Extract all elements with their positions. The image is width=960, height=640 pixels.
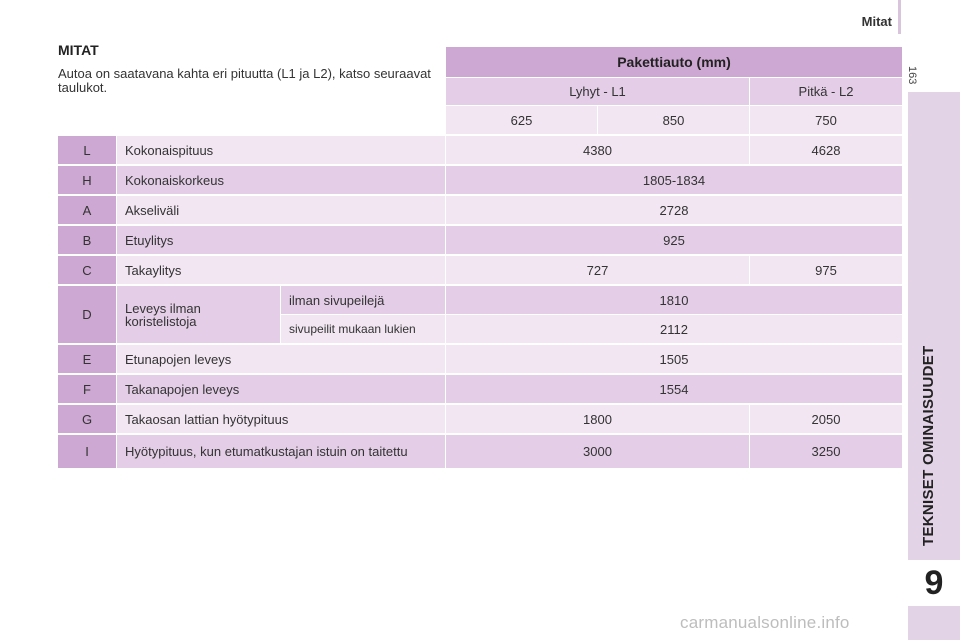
- row-value: 975: [750, 256, 902, 284]
- row-value: 4628: [750, 136, 902, 164]
- row-value: 2728: [446, 196, 902, 224]
- row-code: H: [58, 166, 116, 194]
- row-code: B: [58, 226, 116, 254]
- row-value: 3250: [750, 435, 902, 468]
- row-code: E: [58, 345, 116, 373]
- watermark: carmanualsonline.info: [680, 613, 850, 632]
- column-subheader: 625: [446, 106, 597, 134]
- row-value: 727: [446, 256, 749, 284]
- row-value: 4380: [446, 136, 749, 164]
- row-label: Kokonaiskorkeus: [117, 166, 445, 194]
- row-value: 1554: [446, 375, 902, 403]
- row-code: I: [58, 435, 116, 468]
- row-code: D: [58, 286, 116, 343]
- row-value: 925: [446, 226, 902, 254]
- column-subheader: 850: [598, 106, 749, 134]
- column-subheader: 750: [750, 106, 902, 134]
- column-header-l2: Pitkä - L2: [750, 78, 902, 105]
- row-sublabel: ilman sivupeilejä: [281, 286, 445, 314]
- row-label: Kokonaispituus: [117, 136, 445, 164]
- row-label: Etunapojen leveys: [117, 345, 445, 373]
- section-heading: MITAT: [58, 42, 99, 58]
- row-value: 2112: [446, 315, 902, 343]
- row-value: 1800: [446, 405, 749, 433]
- column-header-l1: Lyhyt - L1: [446, 78, 749, 105]
- page-header-title: Mitat: [861, 14, 892, 29]
- row-value: 1505: [446, 345, 902, 373]
- row-label: Etuylitys: [117, 226, 445, 254]
- page-number: 163: [906, 66, 918, 85]
- row-value: 1805-1834: [446, 166, 902, 194]
- row-code: C: [58, 256, 116, 284]
- chapter-title: TEKNISET OMINAISUUDET: [920, 345, 937, 546]
- row-value: 2050: [750, 405, 902, 433]
- row-value: 1810: [446, 286, 902, 314]
- row-code: G: [58, 405, 116, 433]
- row-sublabel: sivupeilit mukaan lukien: [281, 315, 445, 343]
- chapter-number-box: [908, 560, 960, 606]
- row-code: F: [58, 375, 116, 403]
- table-group-header: Pakettiauto (mm): [446, 47, 902, 77]
- row-label: Hyötypituus, kun etumatkustajan istuin on taitettu: [117, 435, 445, 468]
- intro-paragraph: Autoa on saatavana kahta eri pituutta (L1 ja L2), katso seuraavat taulukot.: [58, 66, 431, 95]
- row-label: Takaosan lattian hyötypituus: [117, 405, 445, 433]
- header-divider: [898, 0, 901, 34]
- chapter-number: 9: [924, 563, 944, 602]
- row-code: L: [58, 136, 116, 164]
- row-code: A: [58, 196, 116, 224]
- row-value: 3000: [446, 435, 749, 468]
- row-label: Takanapojen leveys: [117, 375, 445, 403]
- row-label: Leveys ilman koristelistoja: [117, 286, 280, 343]
- row-label: Akseliväli: [117, 196, 445, 224]
- row-label: Takaylitys: [117, 256, 445, 284]
